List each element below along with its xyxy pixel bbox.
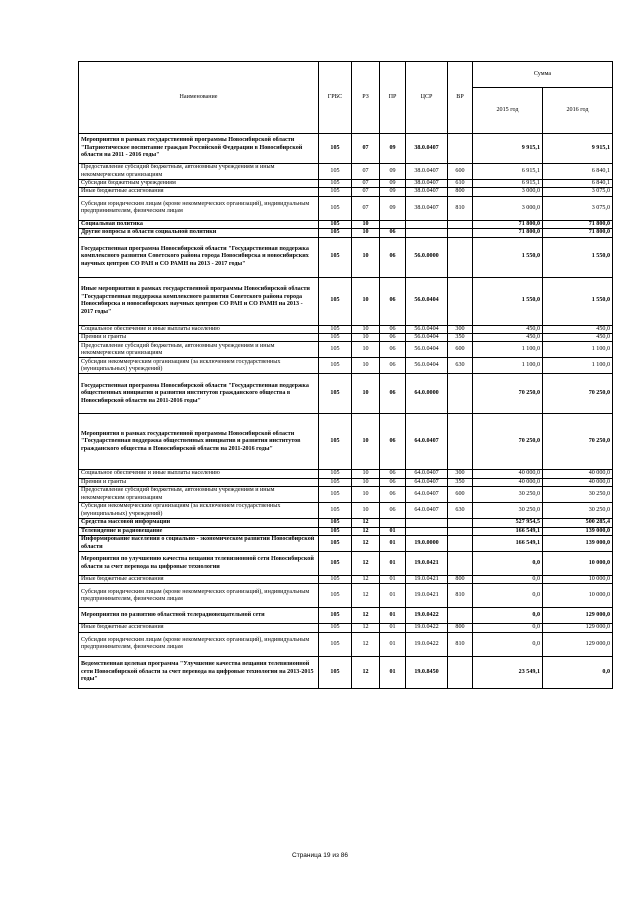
cell-rz: 12 <box>352 527 380 535</box>
cell-grbs: 105 <box>319 536 352 552</box>
header-csr: ЦСР <box>406 62 448 134</box>
cell-grbs: 105 <box>319 237 352 277</box>
cell-csr: 19.0.0421 <box>406 576 448 584</box>
cell-pr: 06 <box>380 503 406 519</box>
header-grbs: ГРБС <box>319 62 352 134</box>
cell-grbs: 105 <box>319 487 352 503</box>
cell-2016: 1 550,0 <box>543 277 613 325</box>
table-row <box>79 656 613 688</box>
cell-2016: 10 000,0 <box>543 584 613 608</box>
cell-csr: 56.0.0404 <box>406 334 448 342</box>
cell-2016: 129 000,0 <box>543 608 613 624</box>
cell-rz: 10 <box>352 220 380 228</box>
cell-grbs: 105 <box>319 478 352 486</box>
table-row <box>79 237 613 277</box>
cell-2015: 0,0 <box>473 608 543 624</box>
cell-rz: 10 <box>352 342 380 358</box>
cell-grbs: 105 <box>319 334 352 342</box>
table-row <box>79 414 613 470</box>
cell-2016: 139 000,0 <box>543 527 613 535</box>
cell-vr: 800 <box>448 624 473 632</box>
cell-grbs: 105 <box>319 656 352 688</box>
table-row <box>79 196 613 220</box>
header-year-2016: 2016 год <box>543 88 613 134</box>
cell-csr: 19.0.8450 <box>406 656 448 688</box>
cell-vr: 300 <box>448 325 473 333</box>
cell-vr: 610 <box>448 180 473 188</box>
cell-grbs: 105 <box>319 470 352 478</box>
cell-2015: 1 550,0 <box>473 277 543 325</box>
cell-grbs: 105 <box>319 277 352 325</box>
table-row <box>79 527 613 535</box>
cell-name: Государственная программа Новосибирской области "Государственная поддержка комплексного развития Советского района города Новосибирска и новосибирских научных центров СО РАН и СО РАМН на 2013 - 2017 годы" <box>79 237 319 277</box>
cell-2016: 129 000,0 <box>543 624 613 632</box>
cell-rz: 10 <box>352 277 380 325</box>
cell-name: Социальная политика <box>79 220 319 228</box>
header-sum: Сумма <box>473 62 613 88</box>
cell-2015: 71 800,0 <box>473 220 543 228</box>
cell-grbs: 105 <box>319 134 352 164</box>
cell-2015: 527 954,5 <box>473 519 543 527</box>
cell-csr: 38.0.0407 <box>406 188 448 196</box>
header-year-2015: 2015 год <box>473 88 543 134</box>
cell-2015: 40 000,0 <box>473 470 543 478</box>
cell-grbs: 105 <box>319 164 352 180</box>
cell-2016: 40 000,0 <box>543 470 613 478</box>
cell-rz: 07 <box>352 134 380 164</box>
table-row <box>79 503 613 519</box>
cell-csr: 19.0.0422 <box>406 624 448 632</box>
cell-grbs: 105 <box>319 632 352 656</box>
header-pr: ПР <box>380 62 406 134</box>
cell-csr <box>406 519 448 527</box>
cell-2016: 70 250,0 <box>543 374 613 414</box>
cell-vr: 800 <box>448 188 473 196</box>
cell-2015: 0,0 <box>473 584 543 608</box>
cell-2015: 9 915,1 <box>473 134 543 164</box>
header-name: Наименование <box>79 62 319 134</box>
cell-pr: 01 <box>380 584 406 608</box>
cell-rz: 10 <box>352 358 380 374</box>
cell-name: Телевидение и радиовещание <box>79 527 319 535</box>
cell-grbs: 105 <box>319 374 352 414</box>
cell-2016: 30 250,0 <box>543 487 613 503</box>
cell-pr: 06 <box>380 414 406 470</box>
cell-2015: 1 100,0 <box>473 358 543 374</box>
table-row <box>79 325 613 333</box>
cell-grbs: 105 <box>319 519 352 527</box>
cell-pr: 01 <box>380 527 406 535</box>
cell-rz: 07 <box>352 164 380 180</box>
cell-2016: 500 285,4 <box>543 519 613 527</box>
cell-grbs: 105 <box>319 584 352 608</box>
cell-vr <box>448 536 473 552</box>
cell-csr: 64.0.0000 <box>406 374 448 414</box>
cell-2015: 3 000,0 <box>473 188 543 196</box>
cell-csr: 64.0.0407 <box>406 478 448 486</box>
cell-grbs: 105 <box>319 552 352 576</box>
cell-2016: 6 840,1 <box>543 180 613 188</box>
cell-pr: 01 <box>380 552 406 576</box>
cell-csr: 56.0.0404 <box>406 358 448 374</box>
cell-rz: 12 <box>352 536 380 552</box>
cell-name: Субсидии юридическим лицам (кроме некоммерческих организаций), индивидуальным предпринимателям, физическим лицам <box>79 584 319 608</box>
table-row <box>79 536 613 552</box>
cell-name: Иные бюджетные ассигнования <box>79 576 319 584</box>
cell-name: Субсидии некоммерческим организациям (за исключением государственных (муниципальных) учреждений) <box>79 358 319 374</box>
cell-2015: 0,0 <box>473 632 543 656</box>
table-row <box>79 624 613 632</box>
cell-grbs: 105 <box>319 229 352 237</box>
cell-2015: 0,0 <box>473 576 543 584</box>
cell-2015: 450,0 <box>473 325 543 333</box>
cell-name: Субсидии юридическим лицам (кроме некоммерческих организаций), индивидуальным предпринимателям, физическим лицам <box>79 196 319 220</box>
cell-name: Иные бюджетные ассигнования <box>79 624 319 632</box>
cell-name: Государственная программа Новосибирской области "Государственная поддержка общественных инициатив и развития институтов гражданского общества в Новосибирской области на 2011-2016 годы" <box>79 374 319 414</box>
cell-pr: 09 <box>380 134 406 164</box>
cell-2015: 6 915,1 <box>473 164 543 180</box>
cell-pr: 01 <box>380 576 406 584</box>
cell-2016: 10 000,0 <box>543 576 613 584</box>
table-row <box>79 519 613 527</box>
table-row <box>79 334 613 342</box>
header-rz: РЗ <box>352 62 380 134</box>
cell-rz: 10 <box>352 503 380 519</box>
cell-name: Иные мероприятия в рамках государственной программы Новосибирской области "Государственная поддержка комплексного развития Советского района города Новосибирска и новосибирских научных центров СО РАН и СО РАМН на 2013 - 2017 годы" <box>79 277 319 325</box>
cell-name: Мероприятия в рамках государственной программы Новосибирской области "Государственная поддержка общественных инициатив и развития институтов гражданского общества в Новосибирской области на 2011-2016 годы" <box>79 414 319 470</box>
cell-grbs: 105 <box>319 325 352 333</box>
cell-pr: 01 <box>380 632 406 656</box>
cell-grbs: 105 <box>319 624 352 632</box>
cell-name: Мероприятия в рамках государственной программы Новосибирской области "Патриотическое воспитание граждан Российской Федерации в Новосибирской области на 2011 - 2016 годы" <box>79 134 319 164</box>
table-header <box>79 62 613 134</box>
table-row <box>79 164 613 180</box>
cell-2016: 1 100,0 <box>543 358 613 374</box>
cell-2015: 71 800,0 <box>473 229 543 237</box>
cell-name: Иные бюджетные ассигнования <box>79 188 319 196</box>
cell-vr: 600 <box>448 342 473 358</box>
cell-vr: 800 <box>448 576 473 584</box>
cell-rz: 12 <box>352 576 380 584</box>
table-row <box>79 632 613 656</box>
cell-grbs: 105 <box>319 220 352 228</box>
cell-2016: 3 075,0 <box>543 188 613 196</box>
cell-2016: 1 550,0 <box>543 237 613 277</box>
cell-2015: 23 549,1 <box>473 656 543 688</box>
cell-vr <box>448 220 473 228</box>
cell-csr: 19.0.0000 <box>406 536 448 552</box>
cell-2016: 6 840,1 <box>543 164 613 180</box>
cell-rz: 10 <box>352 470 380 478</box>
cell-grbs: 105 <box>319 576 352 584</box>
table-row <box>79 358 613 374</box>
budget-table <box>78 61 613 689</box>
cell-rz: 12 <box>352 519 380 527</box>
cell-2016: 450,0 <box>543 334 613 342</box>
cell-name: Премии и гранты <box>79 478 319 486</box>
cell-pr: 06 <box>380 358 406 374</box>
cell-pr: 09 <box>380 180 406 188</box>
cell-pr: 06 <box>380 334 406 342</box>
table-row <box>79 608 613 624</box>
cell-csr: 64.0.0407 <box>406 487 448 503</box>
cell-2015: 30 250,0 <box>473 487 543 503</box>
cell-csr: 64.0.0407 <box>406 414 448 470</box>
cell-2016: 40 000,0 <box>543 478 613 486</box>
cell-2016: 0,0 <box>543 656 613 688</box>
cell-2015: 0,0 <box>473 624 543 632</box>
cell-vr <box>448 229 473 237</box>
table-row <box>79 188 613 196</box>
header-vr: ВР <box>448 62 473 134</box>
table-row <box>79 220 613 228</box>
table-row <box>79 180 613 188</box>
cell-csr: 64.0.0407 <box>406 503 448 519</box>
cell-pr: 01 <box>380 624 406 632</box>
cell-vr: 630 <box>448 358 473 374</box>
cell-csr: 19.0.0422 <box>406 632 448 656</box>
cell-2016: 71 800,0 <box>543 220 613 228</box>
table-row <box>79 487 613 503</box>
cell-rz: 12 <box>352 624 380 632</box>
cell-rz: 10 <box>352 374 380 414</box>
cell-2016: 1 100,0 <box>543 342 613 358</box>
cell-csr <box>406 229 448 237</box>
cell-vr: 810 <box>448 196 473 220</box>
cell-2016: 70 250,0 <box>543 414 613 470</box>
cell-vr: 350 <box>448 334 473 342</box>
cell-vr <box>448 134 473 164</box>
cell-pr <box>380 220 406 228</box>
cell-2015: 166 549,1 <box>473 527 543 535</box>
cell-csr <box>406 220 448 228</box>
cell-name: Субсидии некоммерческим организациям (за исключением государственных (муниципальных) учреждений) <box>79 503 319 519</box>
cell-csr: 38.0.0407 <box>406 196 448 220</box>
cell-rz: 12 <box>352 632 380 656</box>
cell-grbs: 105 <box>319 503 352 519</box>
cell-rz: 10 <box>352 478 380 486</box>
cell-csr <box>406 527 448 535</box>
cell-pr: 06 <box>380 229 406 237</box>
cell-vr <box>448 656 473 688</box>
cell-rz: 12 <box>352 584 380 608</box>
table-row <box>79 478 613 486</box>
cell-vr: 350 <box>448 478 473 486</box>
cell-vr <box>448 374 473 414</box>
cell-grbs: 105 <box>319 414 352 470</box>
cell-rz: 12 <box>352 608 380 624</box>
cell-name: Другие вопросы в области социальной политики <box>79 229 319 237</box>
cell-csr: 19.0.0422 <box>406 608 448 624</box>
table-row <box>79 374 613 414</box>
cell-pr: 09 <box>380 164 406 180</box>
cell-csr: 19.0.0421 <box>406 552 448 576</box>
cell-csr: 56.0.0404 <box>406 342 448 358</box>
cell-pr: 09 <box>380 188 406 196</box>
table-row <box>79 552 613 576</box>
cell-rz: 10 <box>352 237 380 277</box>
cell-2016: 129 000,0 <box>543 632 613 656</box>
cell-pr: 06 <box>380 277 406 325</box>
cell-2016: 71 800,0 <box>543 229 613 237</box>
cell-name: Ведомственная целевая программа "Улучшение качества вещания телевизионной сети Новосибирской области за счет перевода на цифровые технологии на 2013-2015 годы" <box>79 656 319 688</box>
cell-csr: 56.0.0000 <box>406 237 448 277</box>
cell-pr: 06 <box>380 470 406 478</box>
cell-grbs: 105 <box>319 527 352 535</box>
cell-2015: 3 000,0 <box>473 196 543 220</box>
cell-pr: 06 <box>380 478 406 486</box>
cell-pr: 09 <box>380 196 406 220</box>
cell-csr: 19.0.0421 <box>406 584 448 608</box>
cell-vr <box>448 237 473 277</box>
cell-rz: 12 <box>352 656 380 688</box>
cell-vr <box>448 527 473 535</box>
cell-2016: 3 075,0 <box>543 196 613 220</box>
cell-rz: 12 <box>352 552 380 576</box>
cell-pr: 06 <box>380 237 406 277</box>
table-row <box>79 229 613 237</box>
table-row <box>79 576 613 584</box>
cell-csr: 56.0.0404 <box>406 277 448 325</box>
cell-pr: 06 <box>380 342 406 358</box>
cell-2016: 450,0 <box>543 325 613 333</box>
cell-2016: 139 000,0 <box>543 536 613 552</box>
cell-pr: 01 <box>380 536 406 552</box>
cell-pr: 06 <box>380 374 406 414</box>
cell-grbs: 105 <box>319 180 352 188</box>
cell-2015: 166 549,1 <box>473 536 543 552</box>
cell-name: Предоставление субсидий бюджетным, автономным учреждениям и иным некоммерческим организациям <box>79 487 319 503</box>
table-body <box>79 134 613 689</box>
cell-2016: 9 915,1 <box>543 134 613 164</box>
cell-rz: 10 <box>352 334 380 342</box>
cell-2015: 6 915,1 <box>473 180 543 188</box>
table-row <box>79 470 613 478</box>
cell-2015: 1 100,0 <box>473 342 543 358</box>
cell-vr: 300 <box>448 470 473 478</box>
cell-name: Информирование населения о социально - экономическом развитии Новосибирской области <box>79 536 319 552</box>
cell-2015: 0,0 <box>473 552 543 576</box>
cell-grbs: 105 <box>319 608 352 624</box>
cell-vr: 810 <box>448 584 473 608</box>
cell-grbs: 105 <box>319 188 352 196</box>
cell-rz: 07 <box>352 188 380 196</box>
cell-vr: 810 <box>448 632 473 656</box>
table-row <box>79 584 613 608</box>
cell-name: Предоставление субсидий бюджетным, автономным учреждениям и иным некоммерческим организациям <box>79 342 319 358</box>
cell-name: Социальное обеспечение и иные выплаты населению <box>79 325 319 333</box>
cell-name: Премии и гранты <box>79 334 319 342</box>
cell-2015: 40 000,0 <box>473 478 543 486</box>
cell-pr: 06 <box>380 487 406 503</box>
table-row <box>79 342 613 358</box>
cell-name: Предоставление субсидий бюджетным, автономным учреждениям и иным некоммерческим организациям <box>79 164 319 180</box>
cell-2015: 70 250,0 <box>473 374 543 414</box>
cell-vr <box>448 608 473 624</box>
cell-grbs: 105 <box>319 358 352 374</box>
cell-2015: 30 250,0 <box>473 503 543 519</box>
cell-csr: 38.0.0407 <box>406 164 448 180</box>
cell-2015: 1 550,0 <box>473 237 543 277</box>
cell-vr: 630 <box>448 503 473 519</box>
cell-name: Средства массовой информации <box>79 519 319 527</box>
cell-pr: 06 <box>380 325 406 333</box>
cell-rz: 10 <box>352 487 380 503</box>
cell-rz: 10 <box>352 229 380 237</box>
cell-rz: 07 <box>352 180 380 188</box>
cell-name: Субсидии бюджетным учреждениям <box>79 180 319 188</box>
cell-name: Мероприятия по улучшению качества вещания телевизионной сети Новосибирской области за счет перевода на цифровые технологии <box>79 552 319 576</box>
cell-vr <box>448 552 473 576</box>
cell-2015: 70 250,0 <box>473 414 543 470</box>
cell-rz: 10 <box>352 414 380 470</box>
cell-name: Мероприятия по развитию областной телерадиовещательной сети <box>79 608 319 624</box>
cell-grbs: 105 <box>319 342 352 358</box>
cell-csr: 56.0.0404 <box>406 325 448 333</box>
table-row <box>79 134 613 164</box>
cell-csr: 64.0.0407 <box>406 470 448 478</box>
cell-vr <box>448 519 473 527</box>
cell-2016: 10 000,0 <box>543 552 613 576</box>
cell-name: Субсидии юридическим лицам (кроме некоммерческих организаций), индивидуальным предпринимателям, физическим лицам <box>79 632 319 656</box>
cell-pr: 01 <box>380 656 406 688</box>
cell-vr: 600 <box>448 487 473 503</box>
cell-csr: 38.0.0407 <box>406 134 448 164</box>
cell-grbs: 105 <box>319 196 352 220</box>
cell-2015: 450,0 <box>473 334 543 342</box>
cell-vr: 600 <box>448 164 473 180</box>
cell-csr: 38.0.0407 <box>406 180 448 188</box>
cell-2016: 30 250,0 <box>543 503 613 519</box>
cell-pr <box>380 519 406 527</box>
cell-rz: 10 <box>352 325 380 333</box>
cell-pr: 01 <box>380 608 406 624</box>
page-number: Страница 19 из 86 <box>292 852 348 859</box>
cell-vr <box>448 414 473 470</box>
cell-vr <box>448 277 473 325</box>
table-row <box>79 277 613 325</box>
cell-name: Социальное обеспечение и иные выплаты населению <box>79 470 319 478</box>
cell-rz: 07 <box>352 196 380 220</box>
